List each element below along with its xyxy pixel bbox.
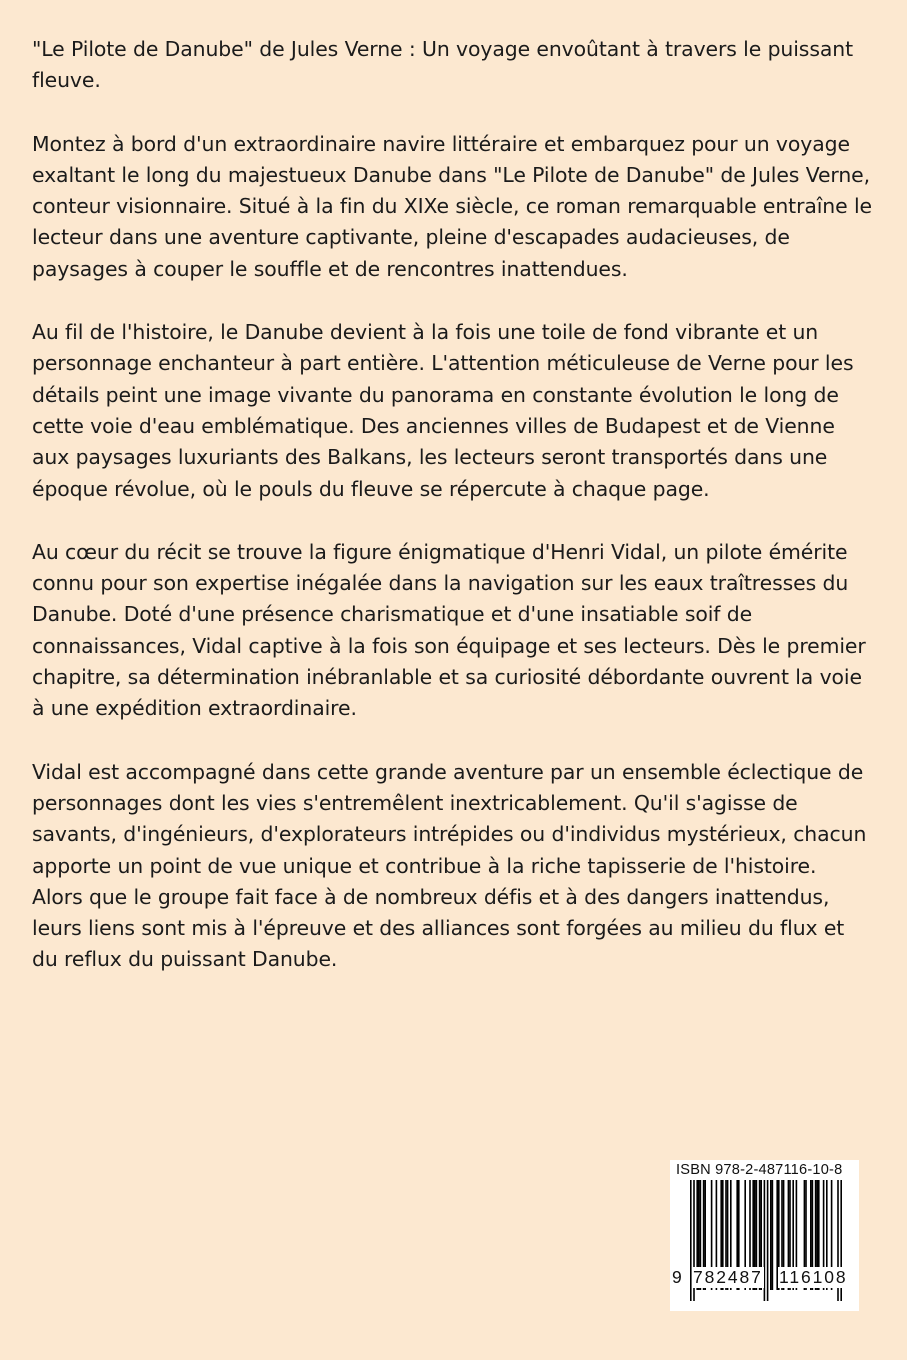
- ean-first-digit: 9: [672, 1267, 684, 1287]
- barcode-bars: [670, 1180, 859, 1311]
- ean-digits: [670, 1267, 859, 1291]
- ean-left-group: 782487: [693, 1267, 763, 1287]
- isbn-label: ISBN 978-2-487116-10-8: [676, 1162, 843, 1178]
- isbn-barcode: [670, 1160, 859, 1311]
- blurb-paragraph-4: Au cœur du récit se trouve la figure énigmatique d'Henri Vidal, un pilote émérite connu pour son expertise inégalée dans la navigation sur les eaux traîtresses du Danube. Doté d'une présence charismatique et d'une insatiable soif de connaissances, Vidal captive à la fois son équipage et ses lecteurs. Dès le premier chapitre, sa détermination inébranlable et sa curiosité débordante ouvrent la voie à une expédition extraordinaire.: [32, 539, 866, 721]
- blurb-paragraph-1: "Le Pilote de Danube" de Jules Verne : Un voyage envoûtant à travers le puissant fleuve.: [32, 37, 853, 93]
- blurb-paragraph-2: Montez à bord d'un extraordinaire navire littéraire et embarquez pour un voyage exaltant le long du majestueux Danube dans "Le Pilote de Danube" de Jules Verne, conteur visionnaire. Situé à la fin du XIXe siècle, ce roman remarquable entraîne le lecteur dans une aventure captivante, pleine d'escapades audacieuses, de paysages à couper le souffle et de rencontres inattendues.: [32, 131, 872, 281]
- blurb-text: [32, 34, 872, 1008]
- ean-right-group: 116108: [779, 1267, 848, 1287]
- blurb-paragraph-5: Vidal est accompagné dans cette grande aventure par un ensemble éclectique de personnages dont les vies s'entremêlent inextricablement. Qu'il s'agisse de savants, d'ingénieurs, d'explorateurs intrépides ou d'individus mystérieux, chacun apporte un point de vue unique et contribue à la riche tapisserie de l'histoire. Alors que le groupe fait face à de nombreux défis et à des dangers inattendus, leurs liens sont mis à l'épreuve et des alliances sont forgées au milieu du flux et du reflux du puissant Danube.: [32, 759, 867, 972]
- blurb-paragraph-3: Au fil de l'histoire, le Danube devient à la fois une toile de fond vibrante et un personnage enchanteur à part entière. L'attention méticuleuse de Verne pour les détails peint une image vivante du panorama en constante évolution le long de cette voie d'eau emblématique. Des anciennes villes de Budapest et de Vienne aux paysages luxuriants des Balkans, les lecteurs seront transportés dans une époque révolue, où le pouls du fleuve se répercute à chaque page.: [32, 320, 854, 501]
